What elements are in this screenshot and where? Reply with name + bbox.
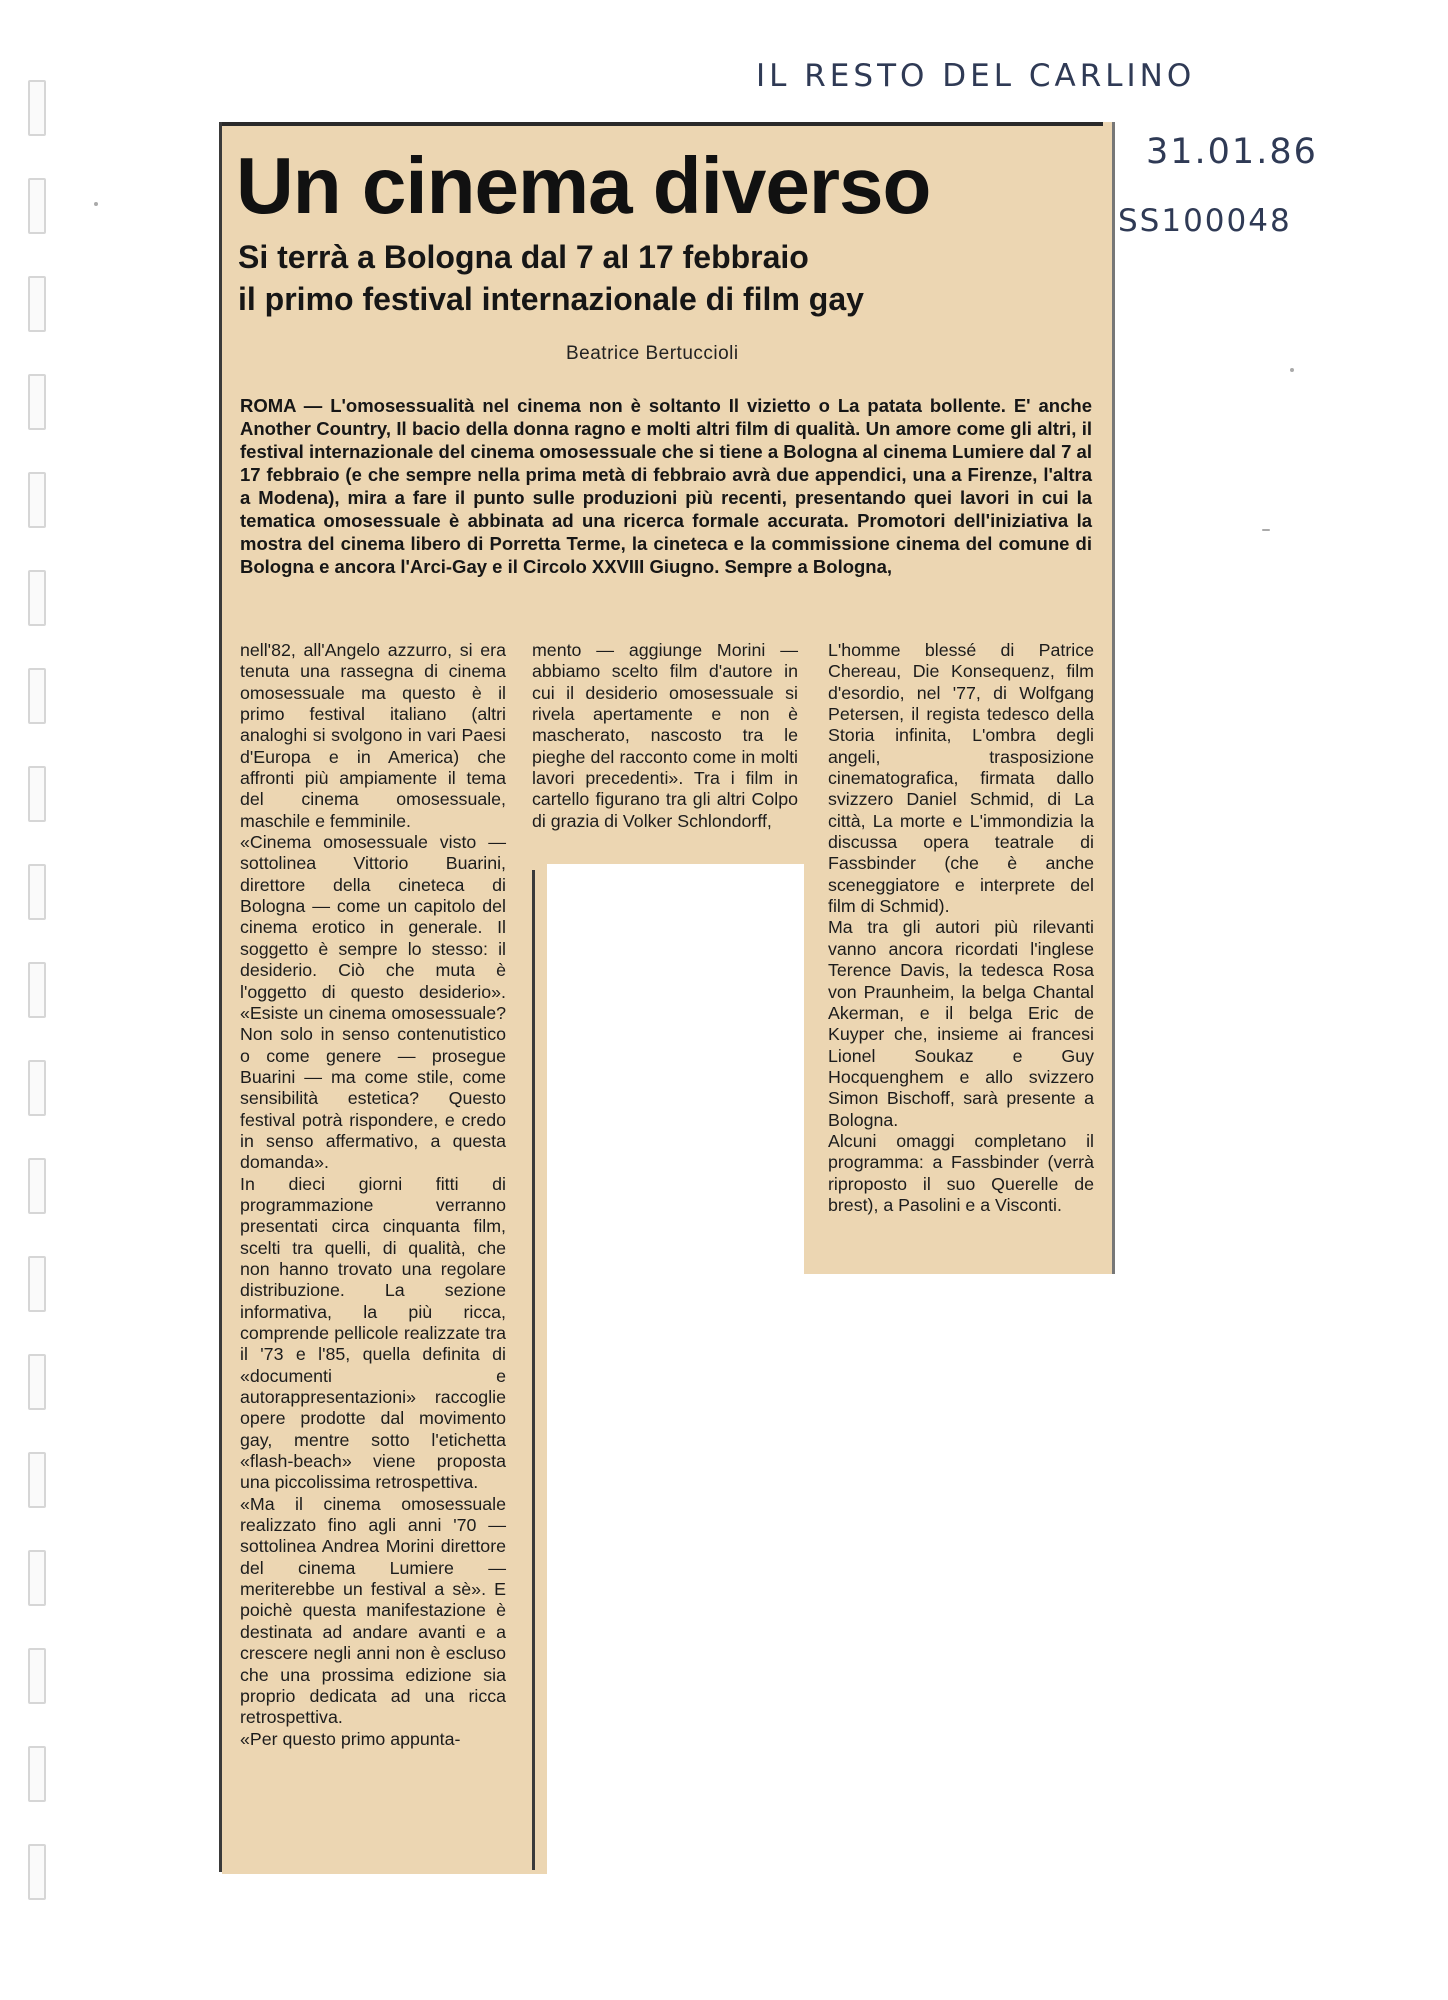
article-headline: Un cinema diverso: [236, 141, 931, 230]
column-paragraph: «Per questo primo appunta-: [240, 1728, 461, 1749]
article-column-2: [532, 640, 798, 832]
column-paragraph: mento — aggiunge Morini — abbiamo scelto film d'autore in cui il desiderio omosessuale si rivela apertamente e non è mascherato, nascosto tra le pieghe del racconto come in molti lavori precedenti». Tra i film in cartello figurano tra gli altri Colpo di grazia di Volker Schlondorff,: [532, 640, 798, 831]
binder-hole: [28, 178, 46, 234]
paper-speck: [1262, 529, 1270, 531]
binder-hole: [28, 1060, 46, 1116]
binder-hole: [28, 668, 46, 724]
article-byline: Beatrice Bertuccioli: [566, 343, 739, 364]
binder-hole: [28, 1746, 46, 1802]
article-lead-paragraph: [240, 394, 1092, 578]
paper-speck: [94, 202, 98, 206]
column-paragraph: nell'82, all'Angelo azzurro, si era tenuta una rassegna di cinema omosessuale ma questo è il primo festival italiano (altri analoghi si svolgono in vari Paesi d'Europa e in America) che affronti più ampiamente il tema del cinema omosessuale, maschile e femminile.: [240, 640, 506, 831]
handwritten-date: 31.01.86: [1146, 132, 1318, 172]
handwritten-source: IL RESTO DEL CARLINO: [756, 58, 1196, 94]
article-subheadline: Si terrà a Bologna dal 7 al 17 febbraio il primo festival internazionale di film gay: [238, 239, 864, 317]
binder-hole: [28, 1452, 46, 1508]
clipping-left-rule: [219, 122, 222, 1872]
binder-hole: [28, 864, 46, 920]
binder-hole: [28, 1550, 46, 1606]
article-column-1: [240, 640, 506, 1750]
column-divider-rule: [532, 870, 535, 1870]
handwritten-archive-code: SS100048: [1118, 203, 1292, 239]
binder-holes: [28, 80, 50, 1980]
binder-hole: [28, 1158, 46, 1214]
binder-hole: [28, 1256, 46, 1312]
column-paragraph: Alcuni omaggi completano il programma: a Fassbinder (verrà riproposto il suo Querelle de brest), a Pasolini e a Visconti.: [828, 1130, 1094, 1215]
clipping-top-rule: [219, 122, 1103, 126]
paper-speck: [1290, 368, 1294, 372]
lead-text: ROMA — L'omosessualità nel cinema non è soltanto Il vizietto o La patata bollente. E' anche Another Country, Il bacio della donna ragno e molti altri film di qualità. Un amore come gli altri, il festival internazionale del cinema omosessuale che si tiene a Bologna al cinema Lumiere dal 7 al 17 febbraio (e che sempre nella prima metà di febbraio avrà due appendici, una a Firenze, l'altra a Modena), mira a fare il punto sulle produzioni più recenti, presentando quei lavori in cui la tematica omosessuale è abbinata ad una ricerca formale accurata. Promotori dell'iniziativa la mostra del cinema libero di Porretta Terme, la cineteca e la commissione cinema del comune di Bologna e ancora l'Arci-Gay e il Circolo XXVIII Giugno. Sempre a Bologna,: [240, 395, 1092, 577]
binder-hole: [28, 1354, 46, 1410]
binder-hole: [28, 766, 46, 822]
binder-hole: [28, 472, 46, 528]
binder-hole: [28, 962, 46, 1018]
binder-hole: [28, 276, 46, 332]
binder-hole: [28, 1648, 46, 1704]
column-paragraph: Ma tra gli autori più rilevanti vanno ancora ricordati l'inglese Terence Davis, la tedesca Rosa von Praunheim, la belga Chantal Akerman, e il belga Eric de Kuyper che, insieme ai francesi Lionel Soukaz e Guy Hocquenghem e allo svizzero Simon Bischoff, sarà presente a Bologna.: [828, 917, 1094, 1130]
clipping-right-rule: [1112, 122, 1115, 1274]
binder-hole: [28, 374, 46, 430]
binder-hole: [28, 1844, 46, 1900]
column-paragraph: «Ma il cinema omosessuale realizzato fino agli anni '70 — sottolinea Andrea Morini direttore del cinema Lumiere — meriterebbe un festival a sè». E poichè questa manifestazione è destinata ad andare avanti e a crescere negli anni non è escluso che una prossima edizione sia proprio dedicata ad una ricca retrospettiva.: [240, 1493, 506, 1728]
binder-hole: [28, 80, 46, 136]
column-paragraph: L'homme blessé di Patrice Chereau, Die Konsequenz, film d'esordio, nel '77, di Wolfgang Petersen, il regista tedesco della Storia infinita, L'ombra degli angeli, trasposizione cinematografica, firmata dallo svizzero Daniel Schmid, di La città, La morte e L'immondizia la discussa opera teatrale di Fassbinder (che è anche sceneggiatore e interprete del film di Schmid).: [828, 640, 1094, 917]
article-column-3: [828, 640, 1094, 1216]
column-paragraph: In dieci giorni fitti di programmazione verranno presentati circa cinquanta film, scelti tra quelli, di qualità, che non hanno trovato una regolare distribuzione. La sezione informativa, la più ricca, comprende pellicole realizzate tra il '73 e l'85, quella definita di «documenti e autorappresentazioni» raccoglie opere prodotte dal movimento gay, mentre sotto l'etichetta «flash-beach» viene proposta una piccolissima retrospettiva.: [240, 1173, 506, 1493]
binder-hole: [28, 570, 46, 626]
column-paragraph: «Cinema omosessuale visto — sottolinea Vittorio Buarini, direttore della cineteca di Bologna — come un capitolo del cinema erotico in generale. Il soggetto è sempre lo stesso: il desiderio. Ciò che muta è l'oggetto di questo desiderio». «Esiste un cinema omosessuale? Non solo in senso contenutistico o come genere — prosegue Buarini — ma come stile, come sensibilità estetica? Questo festival potrà rispondere, e credo in senso affermativo, a questa domanda».: [240, 832, 506, 1173]
